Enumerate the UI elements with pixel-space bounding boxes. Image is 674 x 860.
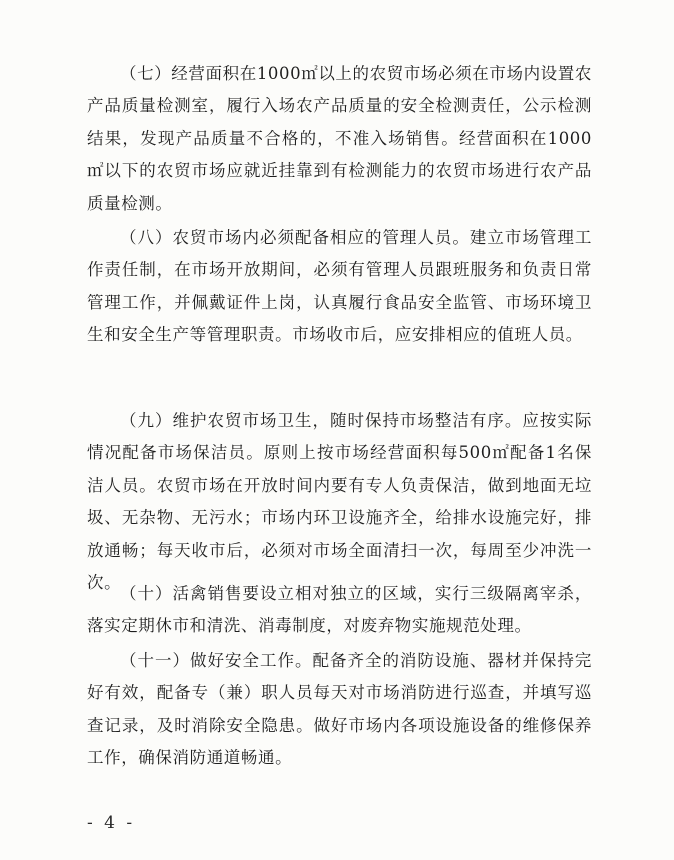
paragraph-8: （八）农贸市场内必须配备相应的管理人员。建立市场管理工作责任制，在市场开放期间，必须有管理人员跟班服务和负责日常管理工作，并佩戴证件上岗，认真履行食品安全监管、市场环境卫生和安全生产等管理职责。市场收市后，应安排相应的值班人员。 [87,228,592,345]
paragraph-9: （九）维护农贸市场卫生，随时保持市场整洁有序。应按实际情况配备市场保洁员。原则上按市场经营面积每500㎡配备1名保洁人员。农贸市场在开放时间内要有专人负责保洁，做到地面无垃圾、无杂物、无污水；市场内环卫设施齐全，给排水设施完好，排放通畅；每天收市后，必须对市场全面清扫一次，每周至少冲洗一次。 [87,411,592,593]
paragraph-11: （十一）做好安全工作。配备齐全的消防设施、器材并保持完好有效，配备专（兼）职人员每天对市场消防进行巡查，并填写巡查记录，及时消除安全隐患。做好市场内各项设施设备的维修保养工作，确保消防通道畅通。 [87,651,592,768]
page-number: - 4 - [87,813,136,833]
paragraph-7: （七）经营面积在1000㎡以上的农贸市场必须在市场内设置农产品质量检测室，履行入场农产品质量的安全检测责任，公示检测结果，发现产品质量不合格的，不准入场销售。经营面积在1000㎡以下的农贸市场应就近挂靠到有检测能力的农贸市场进行农产品质量检测。 [87,64,592,213]
paragraph-10: （十）活禽销售要设立相对独立的区域，实行三级隔离宰杀，落实定期休市和清洗、消毒制度，对废弃物实施规范处理。 [87,584,592,636]
